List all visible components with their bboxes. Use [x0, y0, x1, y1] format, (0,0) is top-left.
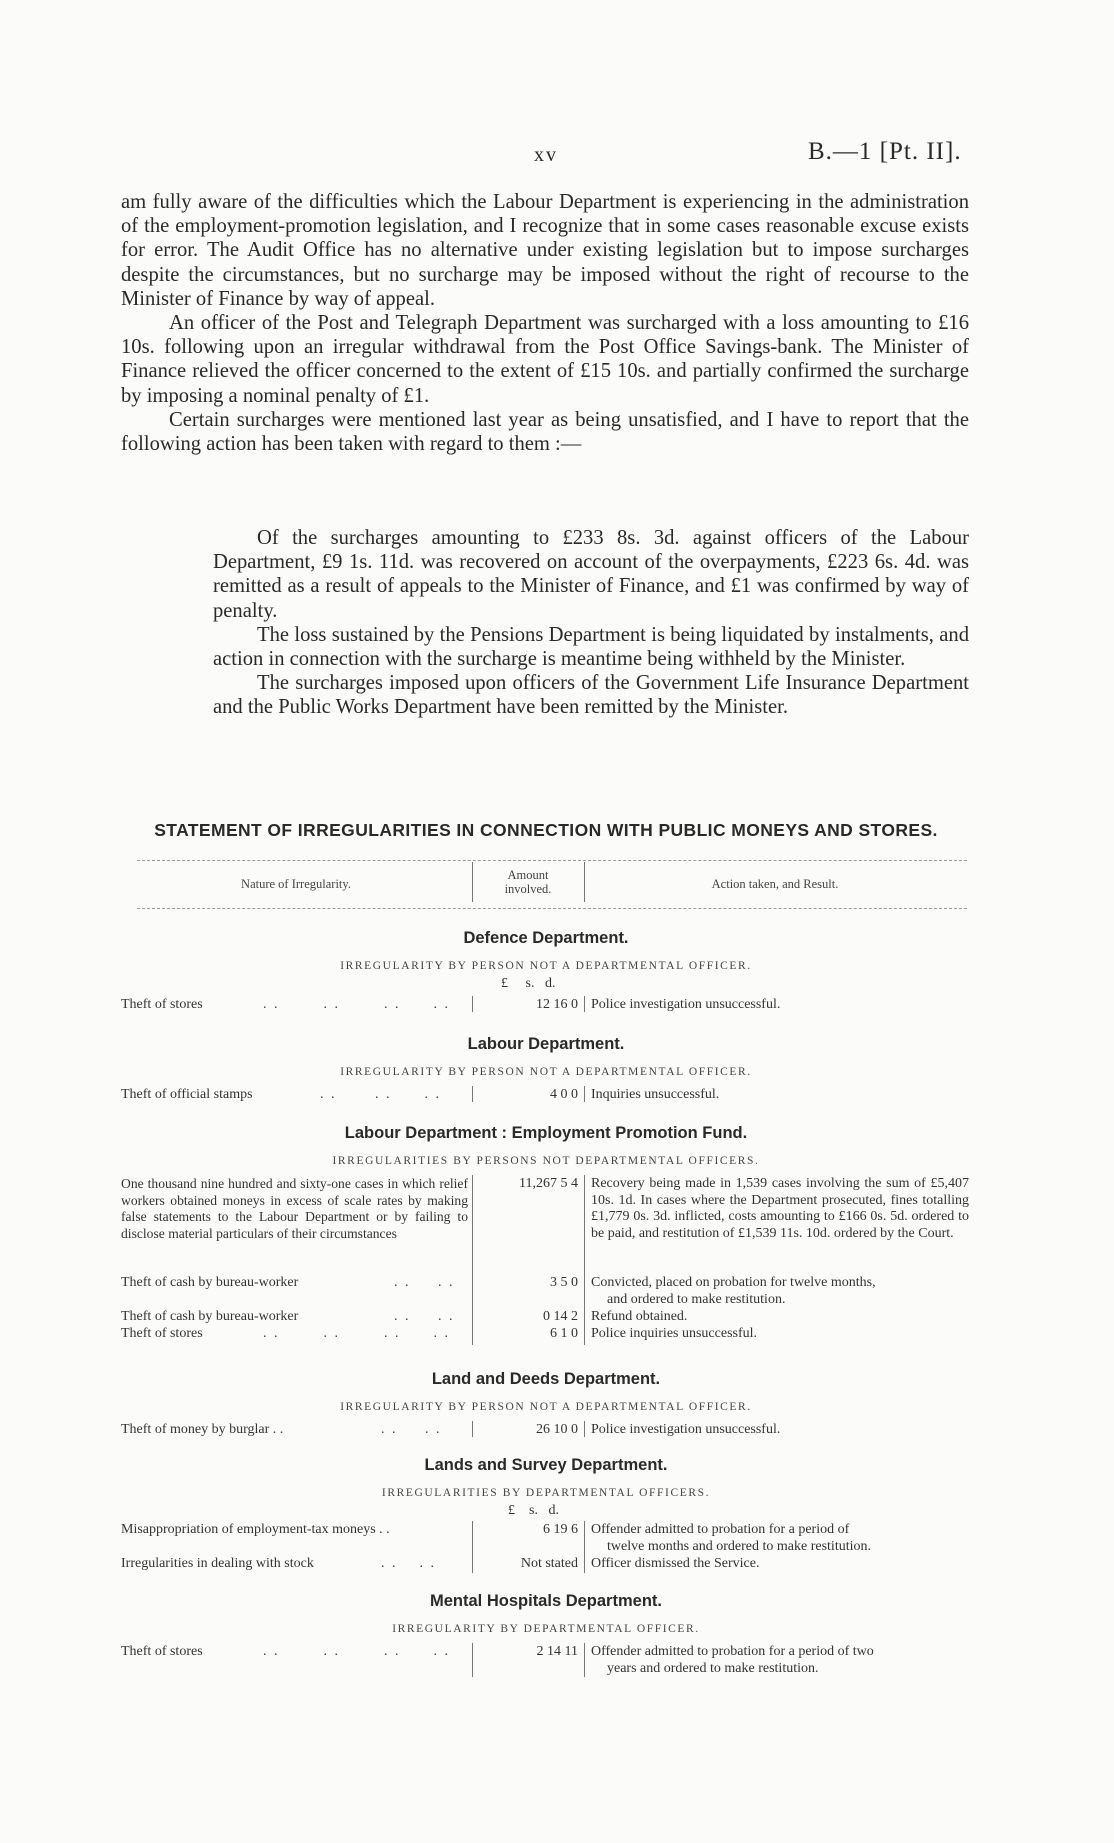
section-subtitle: IRREGULARITIES BY PERSONS NOT DEPARTMENTAL OFFICERS.	[332, 1155, 760, 1167]
row-action: Inquiries unsuccessful.	[591, 1087, 720, 1102]
section-subtitle: IRREGULARITIES BY DEPARTMENTAL OFFICERS.	[381, 1487, 711, 1499]
lsd-header: £ s. d.	[501, 976, 556, 991]
row-nature: One thousand nine hundred and sixty-one cases in which relief workers obtained moneys in excess of scale rates by making false statements to the Labour Department or by failing to disclose material particulars of their circumstances	[121, 1176, 468, 1241]
row-amount: 4 0 0	[550, 1087, 578, 1102]
row-action: Police inquiries unsuccessful.	[591, 1326, 758, 1341]
row-amount: 0 14 2	[543, 1309, 578, 1324]
row-action: Recovery being made in 1,539 cases involving the sum of £5,407 10s. 1d. In cases where the Department prosecuted, fines totalling £1,779 0s. 3d. inflicted, costs amounting to £166 0s. 5d. ordered to be paid, and restitution of £1,539 11s. 10d. ordered by the Court.	[591, 1176, 969, 1241]
leader-dots: . . . . . . . .	[263, 1644, 450, 1659]
header-divider	[472, 862, 473, 902]
statement-title: STATEMENT OF IRREGULARITIES IN CONNECTION WITH PUBLIC MONEYS AND STORES.	[154, 820, 938, 840]
paragraph: An officer of the Post and Telegraph Department was surcharged with a loss amounting to £16 10s. following upon an irregular withdrawal from the Post Office Savings-bank. The Minister of Finance relieved the officer concerned to the extent of £15 10s. and partially confirmed the surcharge by imposing a nominal penalty of £1.	[121, 312, 969, 407]
indented-paragraphs	[213, 526, 969, 720]
paragraph: am fully aware of the difficulties which the Labour Department is experiencing in the administration of the employment-promotion legislation, and I recognize that in some cases reasonable excuse exists for error. The Audit Office has no alternative under existing legislation but to impose surcharges despite the circumstances, but no surcharge may be imposed without the right of recourse to the Minister of Finance by way of appeal.	[121, 191, 969, 310]
row-nature: Misappropriation of employment-tax moneys . .	[121, 1522, 390, 1537]
row-nature: Theft of official stamps	[121, 1087, 253, 1102]
paragraph: The surcharges imposed upon officers of the Government Life Insurance Department and the Public Works Department have been remitted by the Minister.	[213, 672, 969, 719]
row-action: Offender admitted to probation for a period of two years and ordered to make restitution.	[591, 1644, 874, 1676]
row-action: Police investigation unsuccessful.	[591, 1422, 781, 1437]
leader-dots: . . . . . .	[320, 1087, 441, 1102]
lsd-header: £ s. d.	[508, 1503, 559, 1518]
section-title-mental-hospitals: Mental Hospitals Department.	[430, 1592, 662, 1610]
row-nature: Theft of stores	[121, 1644, 203, 1659]
section-subtitle: IRREGULARITY BY DEPARTMENTAL OFFICER.	[392, 1623, 700, 1635]
row-amount: 26 10 0	[536, 1422, 578, 1437]
section-title-lands-survey: Lands and Survey Department.	[424, 1456, 668, 1474]
row-action: Convicted, placed on probation for twelve months, and ordered to make restitution.	[591, 1275, 876, 1307]
section-subtitle: IRREGULARITY BY PERSON NOT A DEPARTMENTAL OFFICER.	[340, 1066, 752, 1078]
row-amount: 6 1 0	[550, 1326, 578, 1341]
section-title-defence: Defence Department.	[463, 929, 629, 947]
column-header-amount: Amount involved.	[504, 868, 552, 896]
section-subtitle: IRREGULARITY BY PERSON NOT A DEPARTMENTAL OFFICER.	[340, 1401, 752, 1413]
table-top-rule	[137, 860, 967, 861]
section-title-labour-epf: Labour Department : Employment Promotion Fund.	[344, 1124, 748, 1142]
row-nature: Theft of cash by bureau-worker	[121, 1275, 299, 1290]
section-title-labour: Labour Department.	[467, 1035, 625, 1053]
column-header-nature: Nature of Irregularity.	[241, 877, 351, 891]
column-header-action: Action taken, and Result.	[711, 877, 839, 891]
row-nature: Theft of stores	[121, 1326, 203, 1341]
row-amount: 2 14 11	[536, 1644, 578, 1659]
row-amount: Not stated	[520, 1556, 578, 1571]
leader-dots: . . . .	[394, 1309, 455, 1324]
section-title-land-deeds: Land and Deeds Department.	[431, 1370, 661, 1388]
paragraph: Of the surcharges amounting to £233 8s. 3d. against officers of the Labour Department, £9 1s. 11d. was recovered on account of the overpayments, £223 6s. 4d. was remitted as a result of appeals to the Minister of Finance, and £1 was confirmed by way of penalty.	[213, 527, 969, 622]
body-paragraphs	[121, 190, 969, 456]
row-action: Officer dismissed the Service.	[591, 1556, 760, 1571]
row-amount: 12 16 0	[536, 997, 578, 1012]
leader-dots: . . . . . . . .	[263, 997, 450, 1012]
row-action: Refund obtained.	[591, 1309, 688, 1324]
row-nature: Theft of stores	[121, 997, 203, 1012]
row-amount: 6 19 6	[543, 1522, 578, 1537]
row-nature: Theft of cash by bureau-worker	[121, 1309, 299, 1324]
leader-dots: . . . .	[381, 1556, 436, 1571]
row-nature: Theft of money by burglar . .	[121, 1422, 284, 1437]
row-action: Police investigation unsuccessful.	[591, 997, 781, 1012]
row-amount: 3 5 0	[550, 1275, 578, 1290]
row-action: Offender admitted to probation for a period of twelve months and ordered to make restitution.	[591, 1522, 871, 1554]
table-header-rule	[137, 908, 967, 909]
row-amount: 11,267 5 4	[519, 1176, 578, 1191]
leader-dots: . . . .	[381, 1422, 442, 1437]
paragraph: Certain surcharges were mentioned last year as being unsatisfied, and I have to report that the following action has been taken with regard to them :—	[121, 408, 969, 456]
row-nature: Irregularities in dealing with stock	[121, 1556, 314, 1571]
leader-dots: . . . .	[394, 1275, 455, 1290]
document-reference: B.—1 [Pt. II].	[808, 138, 962, 165]
leader-dots: . . . . . . . .	[263, 1326, 450, 1341]
paragraph: The loss sustained by the Pensions Department is being liquidated by instalments, and action in connection with the surcharge is meantime being withheld by the Minister.	[213, 623, 969, 671]
header-divider	[584, 862, 585, 902]
page-number: xv	[534, 144, 558, 166]
section-subtitle: IRREGULARITY BY PERSON NOT A DEPARTMENTAL OFFICER.	[340, 960, 752, 972]
